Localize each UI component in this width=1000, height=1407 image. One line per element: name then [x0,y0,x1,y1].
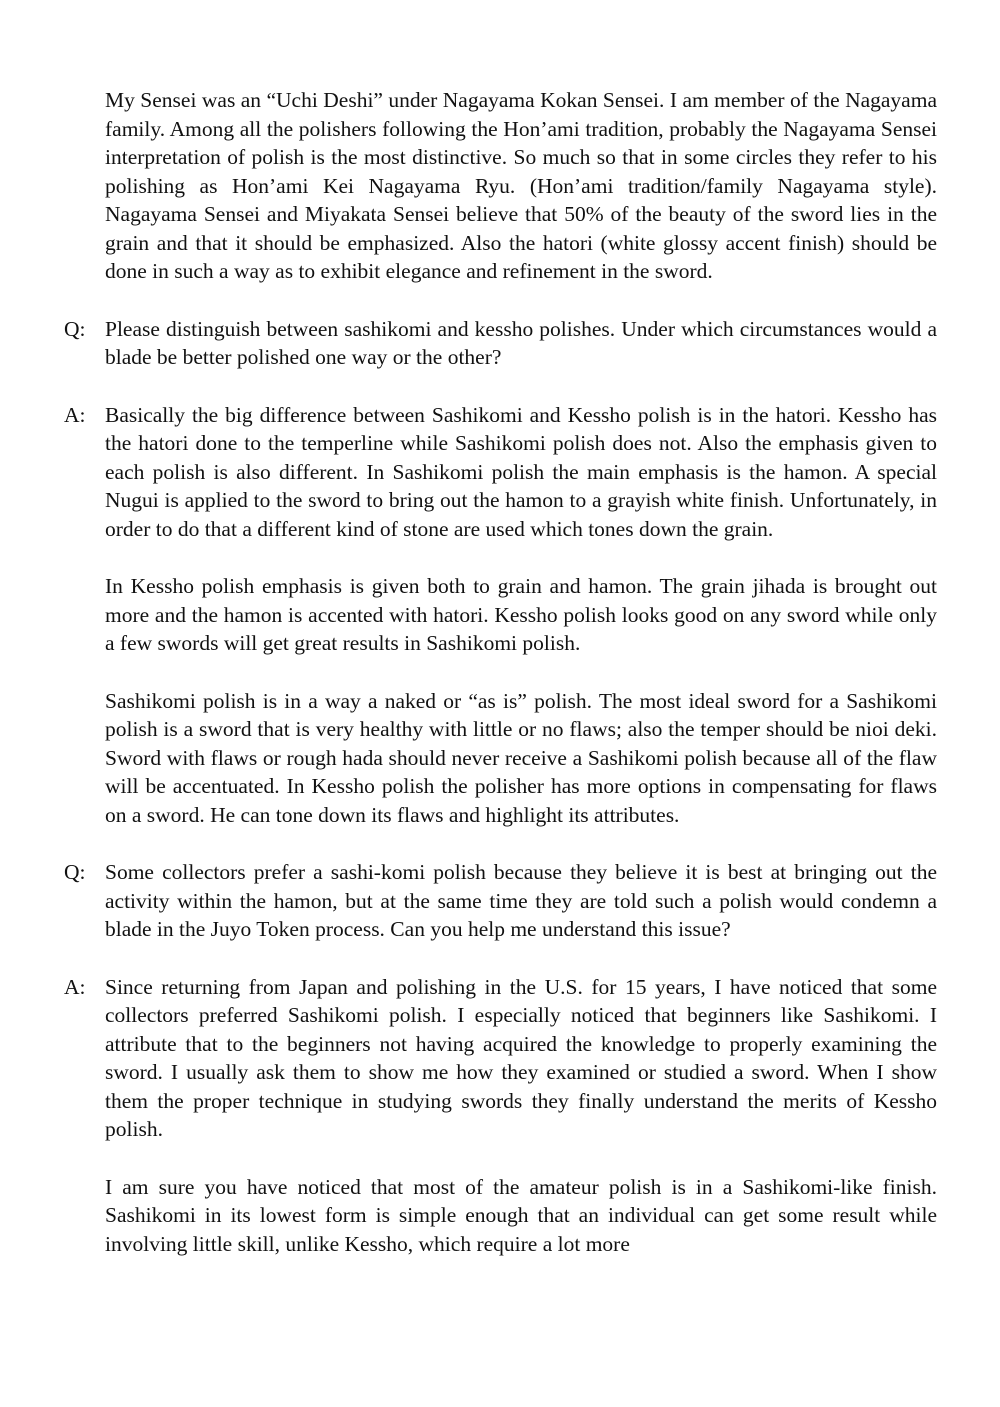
paragraph-text: In Kessho polish emphasis is given both to grain and hamon. The grain jihada is brought out more and the hamon is accented with hatori. Kessho polish looks good on any sword while only a few swords will get great results in Sashikomi polish. [105,574,937,655]
question-text: Some collectors prefer a sashi-komi polish because they believe it is best at bringing out the activity within the hamon, but at the same time they are told such a polish would condemn a blade in the Juyo Token process. Can you help me understand this issue? [105,860,937,941]
question-1 [64,315,937,372]
answer-1 [64,401,937,544]
answer-text: Since returning from Japan and polishing in the U.S. for 15 years, I have noticed that some collectors preferred Sashikomi polish. I especially noticed that beginners like Sashikomi. I attribute that to the beginners not having acquired the knowledge to properly examining the sword. I usually ask them to show me how they examined or studied a sword. When I show them the proper technique in studying swords they finally understand the merits of Kessho polish. [105,974,937,1141]
answer-label: A: [64,974,86,999]
paragraph-text: Sashikomi polish is in a way a naked or “as is” polish. The most ideal sword for a Sashikomi polish is a sword that is very healthy with little or no flaws; also the temper should be nioi deki. Sword with flaws or rough hada should never receive a Sashikomi polish because all of the flaw will be accentuated. In Kessho polish the polisher has more options in compensating for flaws on a sword. He can tone down its flaws and highlight its attributes. [105,688,937,827]
question-label: Q: [64,316,86,341]
paragraph-text: I am sure you have noticed that most of the amateur polish is in a Sashikomi-like finish. Sashikomi in its lowest form is simple enough that an individual can get some result while involving little skill, unlike Kessho, which require a lot more [105,1174,937,1256]
answer-2-paragraph-2 [64,1173,937,1259]
answer-1-paragraph-3 [64,687,937,830]
question-2 [64,858,937,944]
intro-paragraph [64,86,937,286]
answer-1-paragraph-2 [64,572,937,658]
document-page [64,86,937,1258]
answer-2 [64,973,937,1144]
question-label: Q: [64,860,86,884]
paragraph-text: My Sensei was an “Uchi Deshi” under Nagayama Kokan Sensei. I am member of the Nagayama family. Among all the polishers following the Hon’ami tradition, probably the Nagayama Sensei interpretation of polish is the most distinctive. So much so that in some circles they refer to his polishing as Hon’ami Kei Nagayama Ryu. (Hon’ami tradition/family Nagayama style). Nagayama Sensei and Miyakata Sensei believe that 50% of the beauty of the sword lies in the grain and that it should be emphasized. Also the hatori (white glossy accent finish) should be done in such a way as to exhibit elegance and refinement in the sword. [105,88,937,283]
answer-label: A: [64,402,86,427]
answer-text: Basically the big difference between Sashikomi and Kessho polish is in the hatori. Kessho has the hatori done to the temperline while Sashikomi polish does not. Also the emphasis given to each polish is also different. In Sashikomi polish the main emphasis is the hamon. A special Nugui is applied to the sword to bring out the hamon to a grayish white finish. Unfortunately, in order to do that a different kind of stone are used which tones down the grain. [105,402,937,541]
question-text: Please distinguish between sashikomi and kessho polishes. Under which circumstances would a blade be better polished one way or the other? [105,316,937,369]
